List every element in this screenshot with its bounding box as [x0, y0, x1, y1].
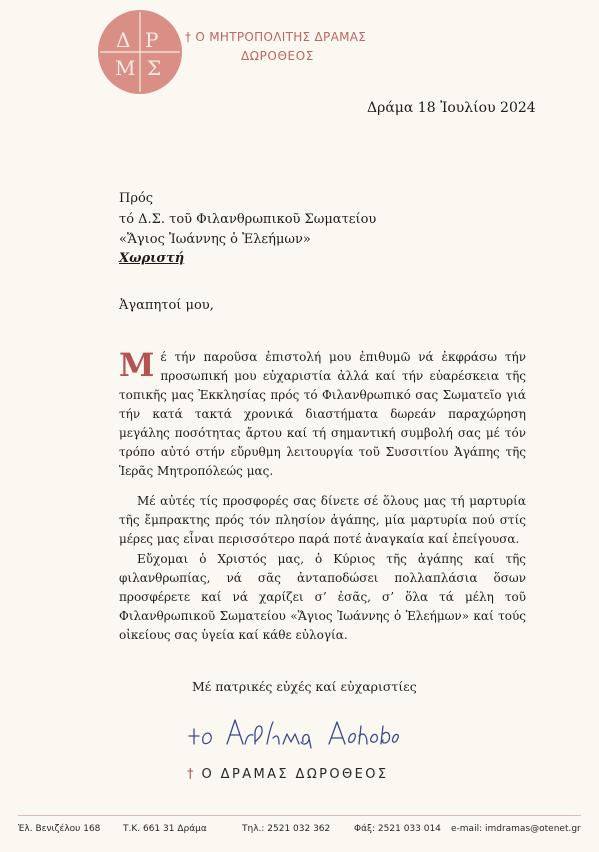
cross-icon: † — [187, 767, 194, 782]
body-paragraph-1 — [119, 348, 526, 481]
separate-note: Χωριστή — [119, 251, 185, 266]
salutation: Ἀγαπητοί μου, — [119, 298, 214, 313]
seal-letter-4: Σ — [147, 56, 162, 80]
recipient-line-3: «Ἅγιος Ἰωάννης ὁ Ἐλεήμων» — [119, 232, 311, 247]
footer-address: Ἐλ. Βενιζέλου 168 — [18, 824, 101, 834]
letter-date: Δράμα 18 Ἰουλίου 2024 — [367, 100, 536, 116]
drop-cap: Μ — [119, 346, 155, 384]
letterhead-subtitle: ΔΩΡΟΘΕΟΣ — [241, 49, 314, 63]
letterhead-title: † Ο ΜΗΤΡΟΠΟΛΙΤΗΣ ΔΡΑΜΑΣ — [185, 30, 367, 44]
seal-letter-2: Ρ — [145, 28, 159, 52]
handwritten-signature — [183, 712, 403, 752]
footer-divider — [18, 815, 581, 816]
body-paragraph-3: Εὔχομαι ὁ Χριστός μας, ὁ Κύριος τῆς ἀγάπης καί τῆς φιλανθρωπίας, νά σᾶς ἀνταποδώσει πολλαπλάσια ὅσων προσφέρετε καί νά χαρίζει σ’ ἐσᾶς, σ’ ὅλα τά μέλη τοῦ Φιλανθρωπικοῦ Σωματείου «Ἅγιος Ἰωάννης ὁ Ἐλεήμων» καί τούς οἰκείους σας ὑγεία καί κάθε εὐλογία. — [119, 552, 526, 642]
seal-monogram-icon — [97, 9, 183, 95]
footer-fax: Φάξ: 2521 033 014 — [354, 824, 441, 834]
closing-line: Μέ πατρικές εὐχές καί εὐχαριστίες — [192, 679, 417, 694]
seal-letter-3: Μ — [115, 56, 136, 80]
body-paragraph-2: Μέ αὐτές τίς προσφορές σας δίνετε σέ ὅλους μας τή μαρτυρία τῆς ἔμπρακτης πρός τόν πλησίον ἀγάπης, μία μαρτυρία πού στίς μέρες μας εἶναι περισσότερο παρά ποτέ ἀναγκαία καί ἐπείγουσα. — [119, 494, 526, 546]
recipient-line-2: τό Δ.Σ. τοῦ Φιλανθρωπικοῦ Σωματείου — [119, 212, 377, 227]
footer-postcode: Τ.Κ. 661 31 Δράμα — [123, 824, 207, 834]
recipient-line-1: Πρός — [119, 191, 154, 206]
body-paragraph-1-text: έ τήν παροῦσα ἐπιστολή μου ἐπιθυμῶ νά ἐκφράσω τήν προσωπική μου εὐχαριστία ἀλλά καί τήν εὐαρέσκεια τῆς τοπικῆς μας Ἐκκλησίας πρός τό Φιλανθρωπικό σας Σωματεῖο γιά τήν κατά τακτά χρονικά διαστήματα δωρεάν παραχώρηση μεγάλης ποσότητας ἄρτου καί τή σημαντική συμβολή σας μέ τόν τρόπο αὐτό στήν εὔρυθμη λειτουργία τοῦ Συσσιτίου Ἀγάπης τῆς Ἱερᾶς Μητροπόλεώς μας. — [119, 350, 526, 478]
printed-signature-text: Ο ΔΡΑΜΑΣ ΔΩΡΟΘΕΟΣ — [201, 767, 389, 782]
footer-phone: Τηλ.: 2521 032 362 — [242, 824, 331, 834]
metropolis-seal — [97, 9, 183, 95]
printed-signature-name — [187, 767, 389, 782]
footer-email: e-mail: imdramas@otenet.gr — [451, 824, 581, 834]
seal-letter-1: Δ — [116, 28, 131, 52]
